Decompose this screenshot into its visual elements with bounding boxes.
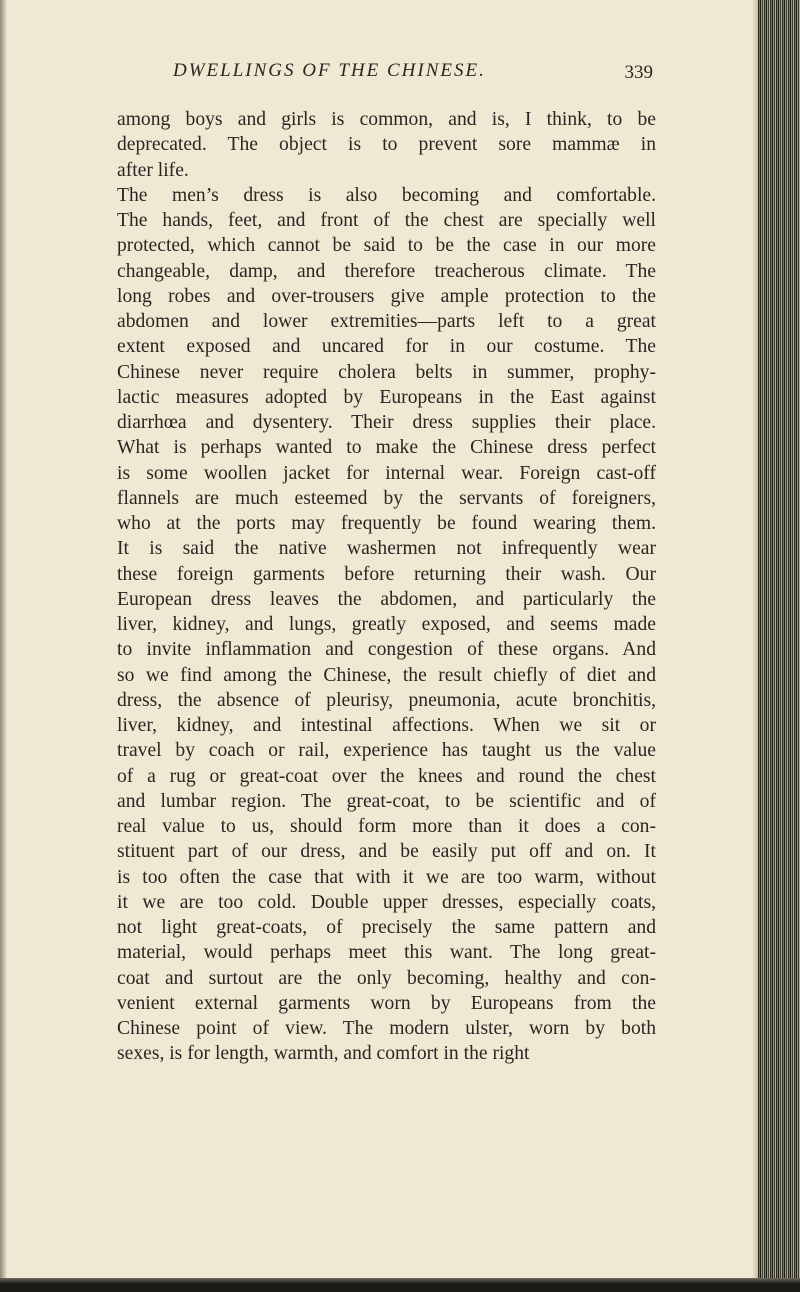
text-line: of a rug or great-coat over the knees and round the chest xyxy=(117,765,656,787)
text-line: it we are too cold. Double upper dresses, especially coats, xyxy=(117,891,656,913)
text-line: travel by coach or rail, experience has taught us the value xyxy=(117,740,656,762)
text-line: diarrhœa and dysentery. Their dress supplies their place. xyxy=(117,412,656,433)
book-bottom-edge xyxy=(0,1278,800,1292)
text-line: to invite inflammation and congestion of these organs. And xyxy=(117,639,656,661)
text-line: dress, the absence of pleurisy, pneumonia, acute bronchitis, xyxy=(117,689,656,711)
text-line: liver, kidney, and intestinal affections. When we sit or xyxy=(117,715,656,736)
text-line: among boys and girls is common, and is, I think, to be xyxy=(117,109,656,130)
text-line: stituent part of our dress, and be easily put off and on. It xyxy=(117,841,656,863)
text-line: extent exposed and uncared for in our costume. The xyxy=(117,336,656,358)
text-line: protected, which cannot be said to be the case in our more xyxy=(117,235,656,257)
book-page-edges xyxy=(758,0,800,1292)
text-line: not light great-coats, of precisely the same pattern and xyxy=(117,917,656,938)
text-line: and lumbar region. The great-coat, to be scientific and of xyxy=(117,790,656,812)
text-line: real value to us, should form more than it does a con- xyxy=(117,816,656,837)
text-line: deprecated. The object is to prevent sore mammæ in xyxy=(117,134,656,156)
text-line: abdomen and lower extremities—parts left to a great xyxy=(117,311,656,332)
body-text xyxy=(117,107,656,1067)
text-line: these foreign garments before returning their wash. Our xyxy=(117,563,656,585)
text-line: flannels are much esteemed by the servants of foreigners, xyxy=(117,487,656,509)
text-line: long robes and over-trousers give ample protection to the xyxy=(117,285,656,307)
text-line: is some woollen jacket for internal wear. Foreign cast-off xyxy=(117,462,656,484)
text-line: liver, kidney, and lungs, greatly exposed, and seems made xyxy=(117,614,656,635)
running-head: DWELLINGS OF THE CHINESE. xyxy=(173,60,486,81)
text-line: It is said the native washermen not infrequently wear xyxy=(117,538,656,560)
page-left-shadow xyxy=(0,0,7,1292)
text-line: European dress leaves the abdomen, and particularly the xyxy=(117,588,656,610)
page-header xyxy=(173,60,653,90)
text-line: so we find among the Chinese, the result chiefly of diet and xyxy=(117,664,656,686)
text-line: coat and surtout are the only becoming, healthy and con- xyxy=(117,967,656,989)
text-line: Chinese point of view. The modern ulster, worn by both xyxy=(117,1018,656,1039)
text-line: The hands, feet, and front of the chest are specially well xyxy=(117,210,656,231)
text-line: Chinese never require cholera belts in summer, prophy- xyxy=(117,361,656,383)
text-line: venient external garments worn by Europeans from the xyxy=(117,992,656,1014)
text-line: after life. xyxy=(117,159,189,181)
text-line: material, would perhaps meet this want. The long great- xyxy=(117,942,656,964)
text-line: The men’s dress is also becoming and comfortable. xyxy=(117,184,656,206)
text-line: sexes, is for length, warmth, and comfort in the right xyxy=(117,1043,530,1065)
text-line: changeable, damp, and therefore treacherous climate. The xyxy=(117,260,656,282)
text-line: lactic measures adopted by Europeans in the East against xyxy=(117,386,656,408)
page-number: 339 xyxy=(624,62,653,83)
text-line: who at the ports may frequently be found wearing them. xyxy=(117,513,656,534)
text-line: is too often the case that with it we are too warm, without xyxy=(117,866,656,888)
text-line: What is perhaps wanted to make the Chinese dress perfect xyxy=(117,437,656,459)
